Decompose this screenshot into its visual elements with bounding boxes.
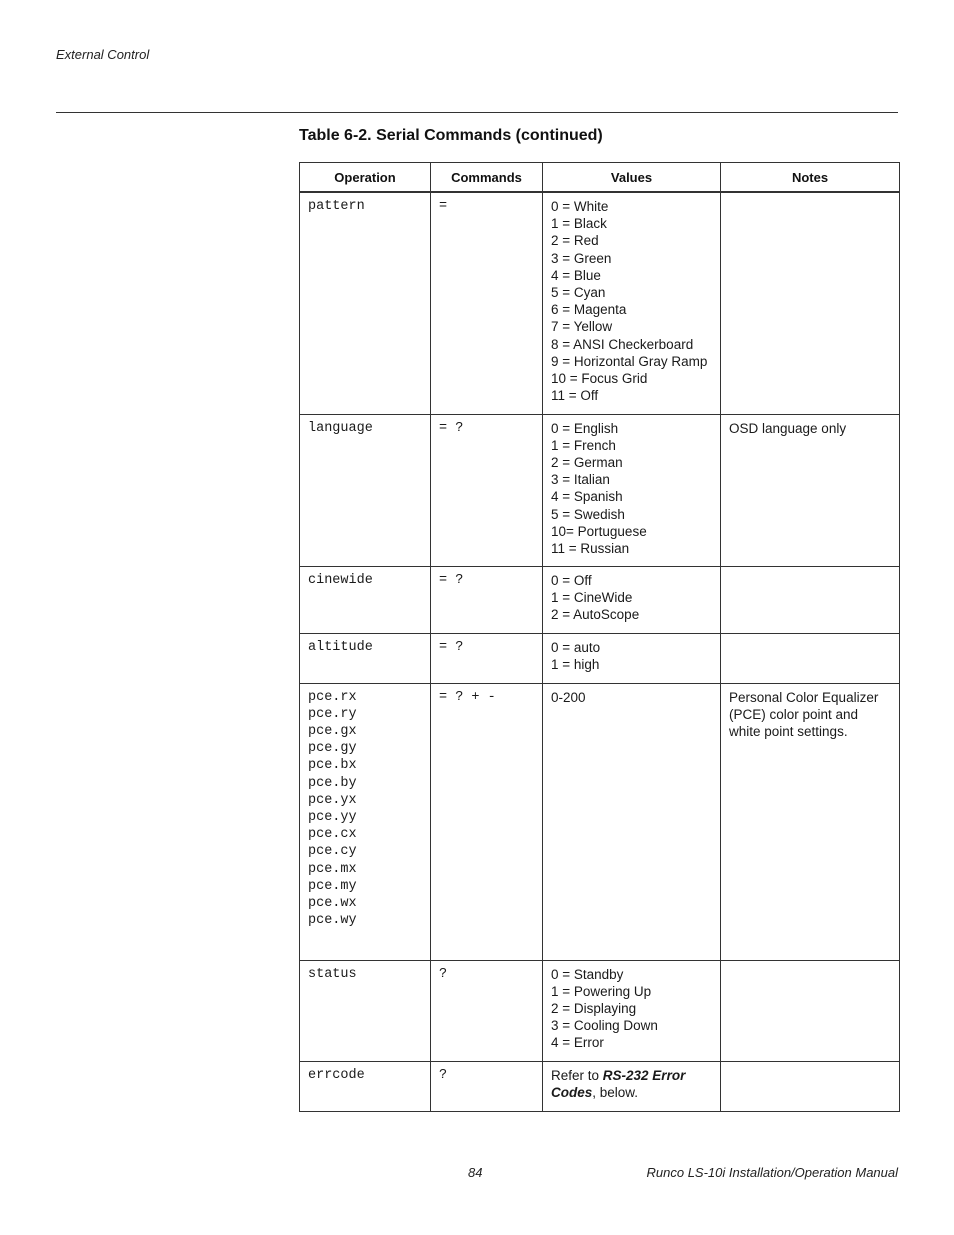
value-item: 1 = Powering Up — [551, 983, 652, 999]
operation-name: altitude — [308, 639, 373, 655]
value-item: 8 = ANSI Checkerboard — [551, 336, 694, 352]
value-item: 1 = high — [551, 656, 600, 672]
operation-name: pce.bx — [308, 758, 357, 774]
value-item: 2 = Displaying — [551, 1000, 637, 1016]
value-item: 11 = Russian — [551, 540, 630, 556]
operation-name: language — [308, 420, 373, 436]
operation-name: errcode — [308, 1067, 365, 1083]
value-item: 9 = Horizontal Gray Ramp — [551, 353, 708, 369]
values-cell — [543, 566, 721, 633]
values-cell — [543, 683, 721, 960]
value-item: 10 = Focus Grid — [551, 371, 648, 387]
page-number: 84 — [468, 1165, 483, 1180]
value-item: 4 = Error — [551, 1035, 604, 1051]
column-header-notes: Notes — [721, 163, 900, 193]
operation-name: pce.cx — [308, 827, 357, 843]
values-cell — [543, 633, 721, 683]
operation-name: pce.ry — [308, 706, 357, 722]
value-item: 0-200 — [551, 689, 586, 705]
operation-name: status — [308, 966, 357, 982]
running-head: External Control — [56, 47, 150, 62]
operation-name: pce.yx — [308, 792, 357, 808]
table-row — [300, 633, 900, 683]
values-cell — [543, 960, 721, 1061]
value-item: 5 = Cyan — [551, 285, 606, 301]
commands-cell: ? — [431, 1061, 543, 1111]
column-header-commands: Commands — [431, 163, 543, 193]
notes-cell — [721, 633, 900, 683]
value-item: 6 = Magenta — [551, 302, 627, 318]
notes-cell: OSD language only — [721, 414, 900, 566]
notes-cell — [721, 1061, 900, 1111]
column-header-values: Values — [543, 163, 721, 193]
operation-name: cinewide — [308, 572, 373, 588]
value-item: 1 = French — [551, 437, 616, 453]
notes-cell — [721, 566, 900, 633]
value-item: 2 = AutoScope — [551, 606, 640, 622]
value-item: 1 = CineWide — [551, 589, 633, 605]
value-item: 5 = Swedish — [551, 506, 625, 522]
commands-cell: = — [431, 192, 543, 414]
value-item: 2 = Red — [551, 233, 599, 249]
values-cell — [543, 414, 721, 566]
value-item: 4 = Spanish — [551, 489, 623, 505]
notes-cell — [721, 960, 900, 1061]
value-item: 3 = Green — [551, 250, 612, 266]
cross-reference-link-text: RS-232 Error Codes — [551, 1067, 686, 1100]
value-item: 0 = Standby — [551, 966, 624, 982]
values-cell — [543, 1061, 721, 1111]
operation-cell — [300, 566, 431, 633]
notes-cell: Personal Color Equalizer (PCE) color point and white point settings. — [721, 683, 900, 960]
operation-cell — [300, 414, 431, 566]
value-item: 0 = English — [551, 420, 619, 436]
value-suffix: , below. — [592, 1084, 639, 1100]
commands-cell: = ? — [431, 414, 543, 566]
operation-name: pce.rx — [308, 689, 357, 705]
operation-name: pce.by — [308, 775, 357, 791]
operation-name: pce.gy — [308, 741, 357, 757]
operation-name: pattern — [308, 199, 365, 214]
commands-cell: = ? — [431, 566, 543, 633]
operation-name: pce.mx — [308, 861, 357, 877]
value-item: 0 = auto — [551, 639, 601, 655]
value-item: 3 = Cooling Down — [551, 1018, 658, 1034]
table-row — [300, 683, 900, 960]
commands-cell: = ? + - — [431, 683, 543, 960]
operation-name: pce.yy — [308, 809, 357, 825]
operation-cell — [300, 192, 431, 414]
table-row — [300, 192, 900, 414]
table-row — [300, 414, 900, 566]
value-item: 1 = Black — [551, 216, 607, 232]
operation-cell — [300, 683, 431, 960]
commands-cell: ? — [431, 960, 543, 1061]
operation-cell — [300, 633, 431, 683]
manual-title: Runco LS-10i Installation/Operation Manual — [646, 1165, 898, 1180]
value-item: 3 = Italian — [551, 472, 610, 488]
serial-commands-table — [299, 162, 900, 1112]
value-item: 4 = Blue — [551, 267, 601, 283]
operation-cell — [300, 1061, 431, 1111]
values-cell — [543, 192, 721, 414]
table-header-row — [300, 163, 900, 193]
operation-name: pce.my — [308, 878, 357, 894]
value-prefix: Refer to — [551, 1067, 603, 1083]
value-item: 2 = German — [551, 454, 623, 470]
table-title: Table 6-2. Serial Commands (continued) — [299, 127, 603, 144]
operation-name: pce.wx — [308, 895, 357, 911]
header-rule — [56, 112, 898, 113]
column-header-operation: Operation — [300, 163, 431, 193]
operation-name: pce.wy — [308, 913, 357, 929]
notes-cell — [721, 192, 900, 414]
commands-cell: = ? — [431, 633, 543, 683]
operation-cell — [300, 960, 431, 1061]
table-row — [300, 566, 900, 633]
operation-name: pce.cy — [308, 844, 357, 860]
value-item: 7 = Yellow — [551, 319, 613, 335]
value-item: 10= Portuguese — [551, 523, 647, 539]
table-row — [300, 1061, 900, 1111]
value-item: 0 = Off — [551, 572, 592, 588]
operation-name: pce.gx — [308, 723, 357, 739]
value-item: 0 = White — [551, 199, 609, 214]
table-row — [300, 960, 900, 1061]
value-item: 11 = Off — [551, 388, 599, 404]
